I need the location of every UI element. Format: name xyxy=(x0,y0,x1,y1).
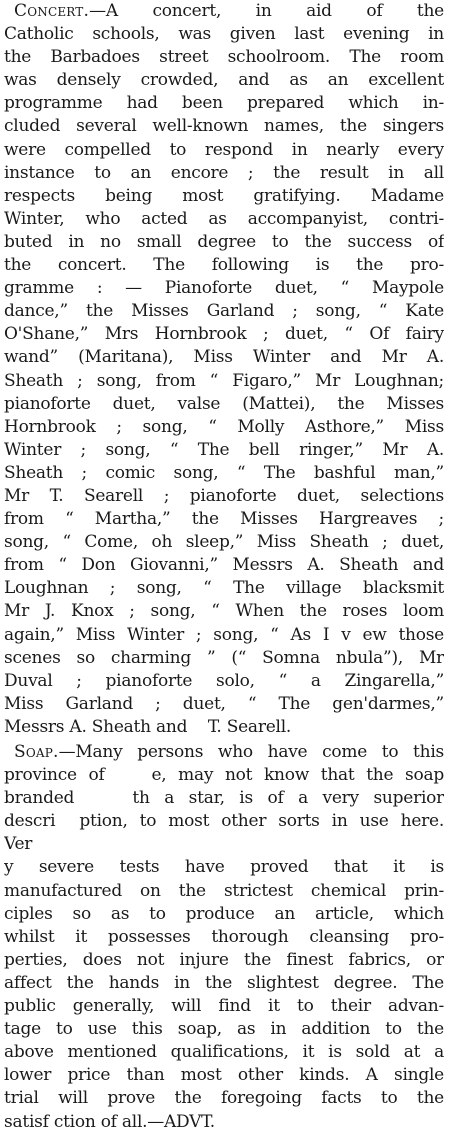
article-line: buted in no small degree to the success of xyxy=(4,231,444,252)
article-line: ciples so as to produce an article, which xyxy=(4,903,444,924)
article-line: were compelled to respond in nearly every xyxy=(4,139,444,160)
article-line: Miss Garland ; duet, “ The gen'darmes,” xyxy=(4,693,444,714)
article-line: public generally, will find it to their advan- xyxy=(4,996,444,1017)
article-line: Sheath ; comic song, “ The bashful man,” xyxy=(4,462,444,483)
article-line: perties, does not injure the finest fabrics, or xyxy=(4,949,444,970)
article-line: O'Shane,” Mrs Hornbrook ; duet, “ Of fairy xyxy=(4,324,444,345)
article-heading: Concert. xyxy=(14,1,90,21)
article-line: instance to an encore ; the result in all xyxy=(4,162,444,183)
concert-article xyxy=(4,0,444,739)
article-heading: Soap. xyxy=(14,742,59,762)
article-line: y severe tests have proved that it is xyxy=(4,857,444,878)
article-line: the concert. The following is the pro- xyxy=(4,255,444,276)
article-line: Sheath ; song, from “ Figaro,” Mr Loughnan; xyxy=(4,370,444,391)
article-line: province of e, may not know that the soap xyxy=(4,765,444,786)
article-line: dance,” the Misses Garland ; song, “ Kate xyxy=(4,301,444,322)
article-line: song, “ Come, oh sleep,” Miss Sheath ; duet, xyxy=(4,532,444,553)
article-line: Ver xyxy=(4,834,33,855)
article-line: Messrs A. Sheath and T. Searell. xyxy=(4,716,292,737)
article-line: Loughnan ; song, “ The village blacksmit xyxy=(4,578,444,599)
article-line: descri ption, to most other sorts in use here. xyxy=(4,811,444,832)
article-line: affect the hands in the slightest degree. The xyxy=(4,972,444,993)
article-line: whilst it possesses thorough cleansing pro- xyxy=(4,926,444,947)
article-line: trial will prove the foregoing facts to the xyxy=(4,1088,444,1109)
soap-article xyxy=(4,741,444,1134)
article-line: Winter ; song, “ The bell ringer,” Mr A. xyxy=(4,439,444,460)
article-line: wand” (Maritana), Miss Winter and Mr A. xyxy=(4,347,444,368)
article-line: Hornbrook ; song, “ Molly Asthore,” Miss xyxy=(4,416,444,437)
article-line: respects being most gratifying. Madame xyxy=(4,185,444,206)
article-line: Mr T. Searell ; pianoforte duet, selections xyxy=(4,485,444,506)
article-line: scenes so charming ” (“ Somna nbula”), Mr xyxy=(4,647,444,668)
article-line: was densely crowded, and as an excellent xyxy=(4,70,444,91)
article-line: programme had been prepared which in- xyxy=(4,93,444,114)
article-line: the Barbadoes street schoolroom. The room xyxy=(4,47,444,68)
article-line: from “ Martha,” the Misses Hargreaves ; xyxy=(4,509,444,530)
article-line: lower price than most other kinds. A single xyxy=(4,1065,444,1086)
article-line: from “ Don Giovanni,” Messrs A. Sheath and xyxy=(4,555,444,576)
article-line: Mr J. Knox ; song, “ When the roses loom xyxy=(4,601,444,622)
article-line: above mentioned qualifications, it is sold at a xyxy=(4,1042,444,1063)
article-line: manufactured on the strictest chemical prin- xyxy=(4,880,444,901)
article-line: Soap.—Many persons who have come to this xyxy=(14,742,444,762)
article-line: Winter, who acted as accompanyist, contri- xyxy=(4,208,444,229)
article-line: cluded several well-known names, the singers xyxy=(4,116,444,137)
article-line: gramme : — Pianoforte duet, “ Maypole xyxy=(4,278,444,299)
article-line: Catholic schools, was given last evening in xyxy=(4,24,444,45)
article-line: satisf ction of all.—ADVT. xyxy=(4,1111,215,1132)
article-line: again,” Miss Winter ; song, “ As I v ew those xyxy=(4,624,444,645)
article-line: pianoforte duet, valse (Mattei), the Misses xyxy=(4,393,444,414)
article-line: tage to use this soap, as in addition to the xyxy=(4,1019,444,1040)
article-line: branded th a star, is of a very superior xyxy=(4,788,444,809)
article-line: Duval ; pianoforte solo, “ a Zingarella,” xyxy=(4,670,444,691)
article-line: Concert.—A concert, in aid of the xyxy=(14,1,444,21)
